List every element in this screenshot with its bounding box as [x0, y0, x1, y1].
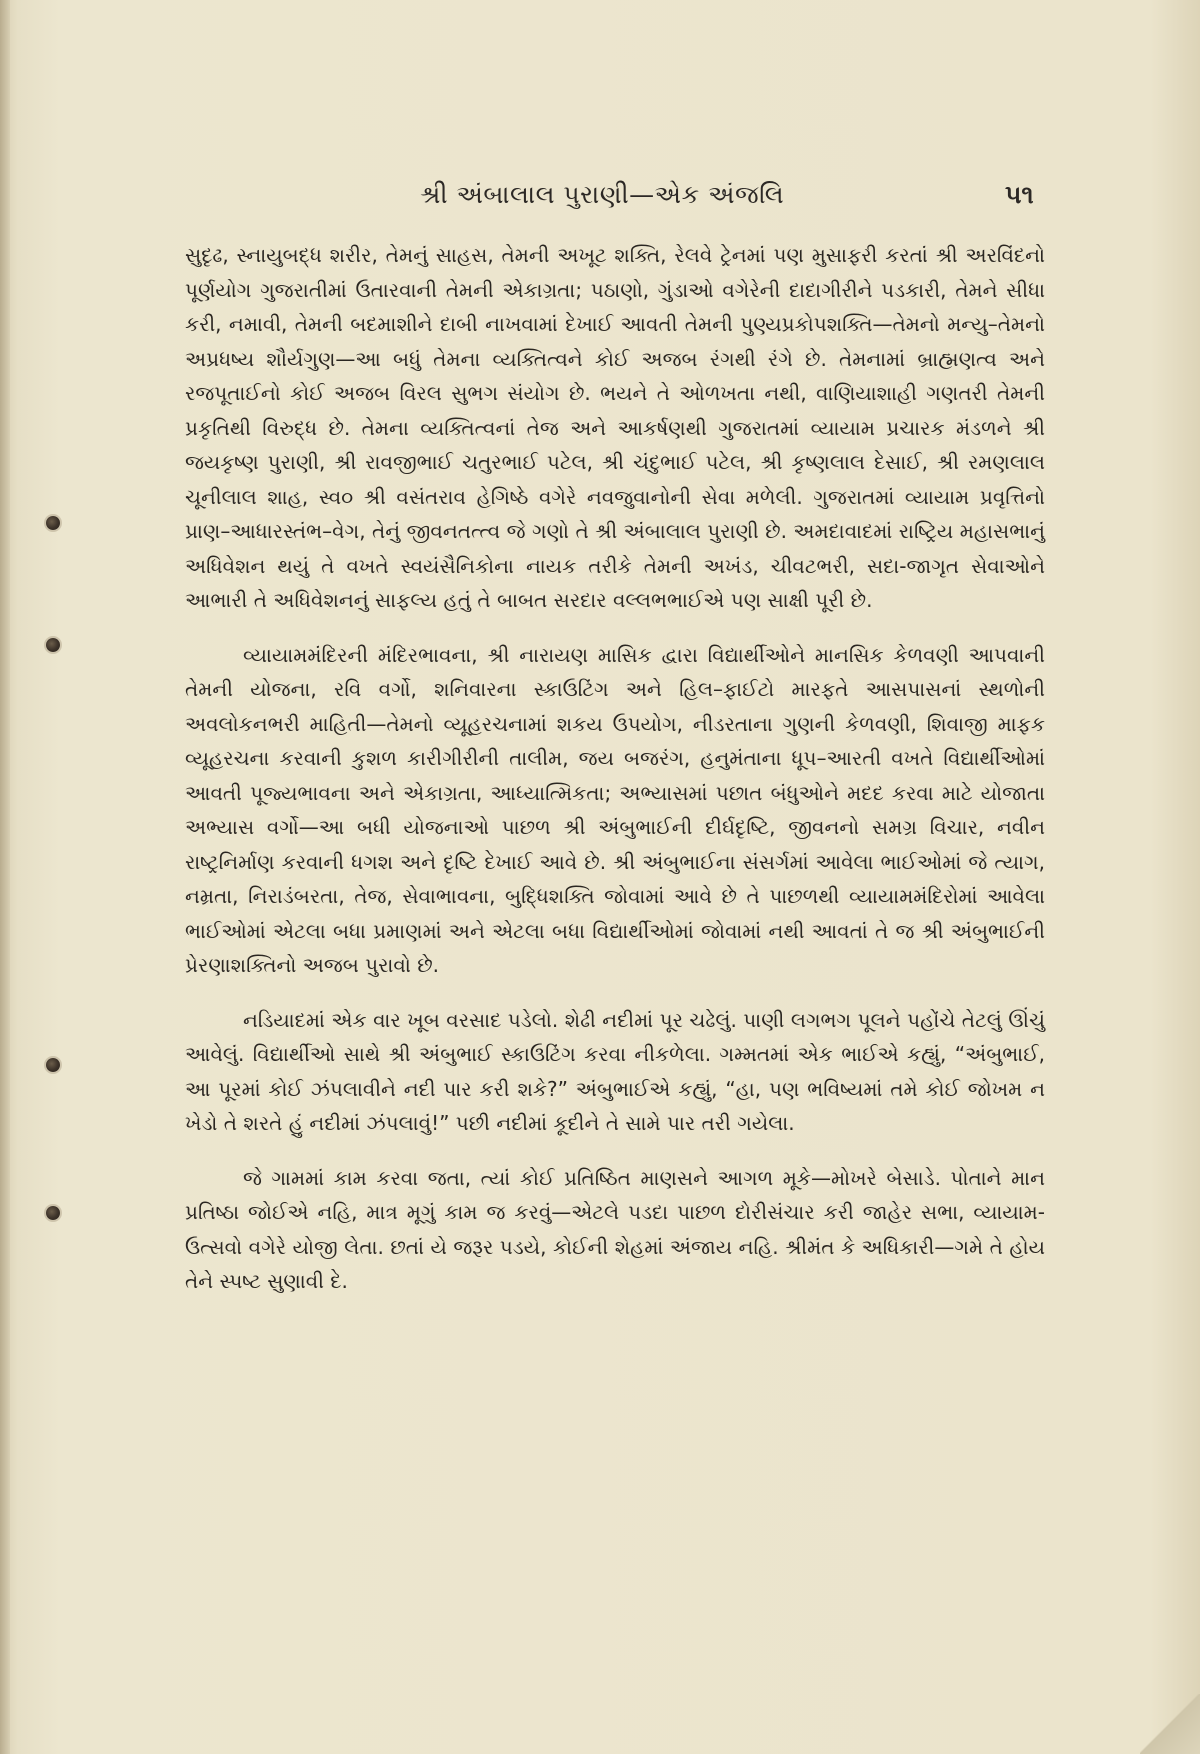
- binding-edge: [0, 0, 10, 1754]
- paragraph-4: જે ગામમાં કામ કરવા જતા, ત્યાં કોઈ પ્રતિષ્ઠિત માણસને આગળ મૂકે—મોખરે બેસાડે. પોતાને માન પ્રતિષ્ઠા જોઈએ નહિ, માત્ર મૂગું કામ જ કરવું—એટલે પડદા પાછળ દોરીસંચાર કરી જાહેર સભા, વ્યાયામ-ઉત્સવો વગેરે યોજી લેતા. છતાં યે જરૂર પડયે, કોઈની શેહમાં અંજાય નહિ. શ્રીમંત કે અધિકારી—ગમે તે હોય તેને સ્પષ્ટ સુણાવી દે.: [185, 1165, 1045, 1293]
- punch-hole-2: [46, 638, 60, 652]
- body-text: [185, 238, 1045, 1319]
- punch-hole-1: [46, 516, 60, 530]
- running-title: શ્રી અંબાલાલ પુરાણી—એક અંજલિ: [420, 180, 785, 209]
- paragraph-1: સુદૃઢ, સ્નાયુબદ્ધ શરીર, તેમનું સાહસ, તેમની અખૂટ શક્તિ, રેલવે ટ્રેનમાં પણ મુસાફરી કરતાં શ્રી અરવિંદનો પૂર્ણયોગ ગુજરાતીમાં ઉતારવાની તેમની એકાગ્રતા; પઠાણો, ગુંડાઓ વગેરેની દાદાગીરીને પડકારી, તેમને સીધા કરી, નમાવી, તેમની બદમાશીને દાબી નાખવામાં દેખાઈ આવતી તેમની પુણ્યપ્રકોપશક્તિ—તેમનો મન્યુ–તેમનો અપ્રધષ્ય શૌર્યગુણ—આ બધું તેમના વ્યક્તિત્વને કોઈ અજબ રંગથી રંગે છે. તેમનામાં બ્રાહ્મણત્વ અને રજપૂતાઈનો કોઈ અજબ વિરલ સુભગ સંયોગ છે. ભયને તે ઓળખતા નથી, વાણિયાશાહી ગણતરી તેમની પ્રકૃતિથી વિરુદ્ધ છે. તેમના વ્યક્તિત્વનાં તેજ અને આકર્ષણથી ગુજરાતમાં વ્યાયામ પ્રચારક મંડળને શ્રી જયકૃષ્ણ પુરાણી, શ્રી રાવજીભાઈ ચતુરભાઈ પટેલ, શ્રી ચંદુભાઈ પટેલ, શ્રી કૃષ્ણલાલ દેસાઈ, શ્રી રમણલાલ ચૂનીલાલ શાહ, સ્વ૦ શ્રી વસંતરાવ હેગિષ્ઠે વગેરે નવજુવાનોની સેવા મળેલી. ગુજરાતમાં વ્યાયામ પ્રવૃત્તિનો પ્રાણ–આધારસ્તંભ–વેગ, તેનું જીવનતત્ત્વ જે ગણો તે શ્રી અંબાલાલ પુરાણી છે. અમદાવાદમાં રાષ્ટ્રિય મહાસભાનું અધિવેશન થયું તે વખતે સ્વયંસૈનિકોના નાયક તરીકે તેમની અખંડ, ચીવટભરી, સદા-જાગૃત સેવાઓને આભારી તે અધિવેશનનું સાફલ્ય હતું તે બાબત સરદાર વલ્લભભાઈએ પણ સાક્ષી પૂરી છે.: [185, 243, 1045, 612]
- paragraph-3: નડિયાદમાં એક વાર ખૂબ વરસાદ પડેલો. શેઢી નદીમાં પૂર ચઢેલું. પાણી લગભગ પૂલને પહોંચે તેટલું ઊંચું આવેલું. વિદ્યાર્થીઓ સાથે શ્રી અંબુભાઈ સ્કાઉટિંગ કરવા નીકળેલા. ગમ્મતમાં એક ભાઈએ કહ્યું, “અંબુભાઈ, આ પૂરમાં કોઈ ઝંપલાવીને નદી પાર કરી શકે?” અંબુભાઈએ કહ્યું, “હા, પણ ભવિષ્યમાં તમે કોઈ જોખમ ન ખેડો તે શરતે હું નદીમાં ઝંપલાવું!” પછી નદીમાં કૂદીને તે સામે પાર તરી ગયેલા.: [185, 1007, 1045, 1135]
- punch-hole-3: [46, 1058, 60, 1072]
- page-number: ૫૧: [1005, 180, 1034, 209]
- punch-hole-4: [46, 1206, 60, 1220]
- corner-crease: [1140, 1694, 1200, 1754]
- paragraph-2: વ્યાયામમંદિરની મંદિરભાવના, શ્રી નારાયણ માસિક દ્વારા વિદ્યાર્થીઓને માનસિક કેળવણી આપવાની તેમની યોજના, રવિ વર્ગો, શનિવારના સ્કાઉટિંગ અને હિલ–ફાઈટો મારફતે આસપાસનાં સ્થળોની અવલોકનભરી માહિતી—તેમનો વ્યૂહરચનામાં શકય ઉપયોગ, નીડરતાના ગુણની કેળવણી, શિવાજી માફક વ્યૂહરચના કરવાની કુશળ કારીગીરીની તાલીમ, જય બજરંગ, હનુમંતાના ધૂપ–આરતી વખતે વિદ્યાર્થીઓમાં આવતી પૂજ્યભાવના અને એકાગ્રતા, આધ્યાત્મિકતા; અભ્યાસમાં પછાત બંધુઓને મદદ કરવા માટે યોજાતા અભ્યાસ વર્ગો—આ બધી યોજનાઓ પાછળ શ્રી અંબુભાઈની દીર્ઘદૃષ્ટિ, જીવનનો સમગ્ર વિચાર, નવીન રાષ્ટ્રનિર્માણ કરવાની ધગશ અને દૃષ્ટિ દેખાઈ આવે છે. શ્રી અંબુભાઈના સંસર્ગમાં આવેલા ભાઈઓમાં જે ત્યાગ, નમ્રતા, નિરાડંબરતા, તેજ, સેવાભાવના, બુદ્ધિશક્તિ જોવામાં આવે છે તે પાછળથી વ્યાયામમંદિરોમાં આવેલા ભાઈઓમાં એટલા બધા પ્રમાણમાં અને એટલા બધા વિદ્યાર્થીઓમાં જોવામાં નથી આવતાં તે જ શ્રી અંબુભાઈની પ્રેરણાશક્તિનો અજબ પુરાવો છે.: [185, 642, 1045, 977]
- page-header: [0, 180, 1200, 220]
